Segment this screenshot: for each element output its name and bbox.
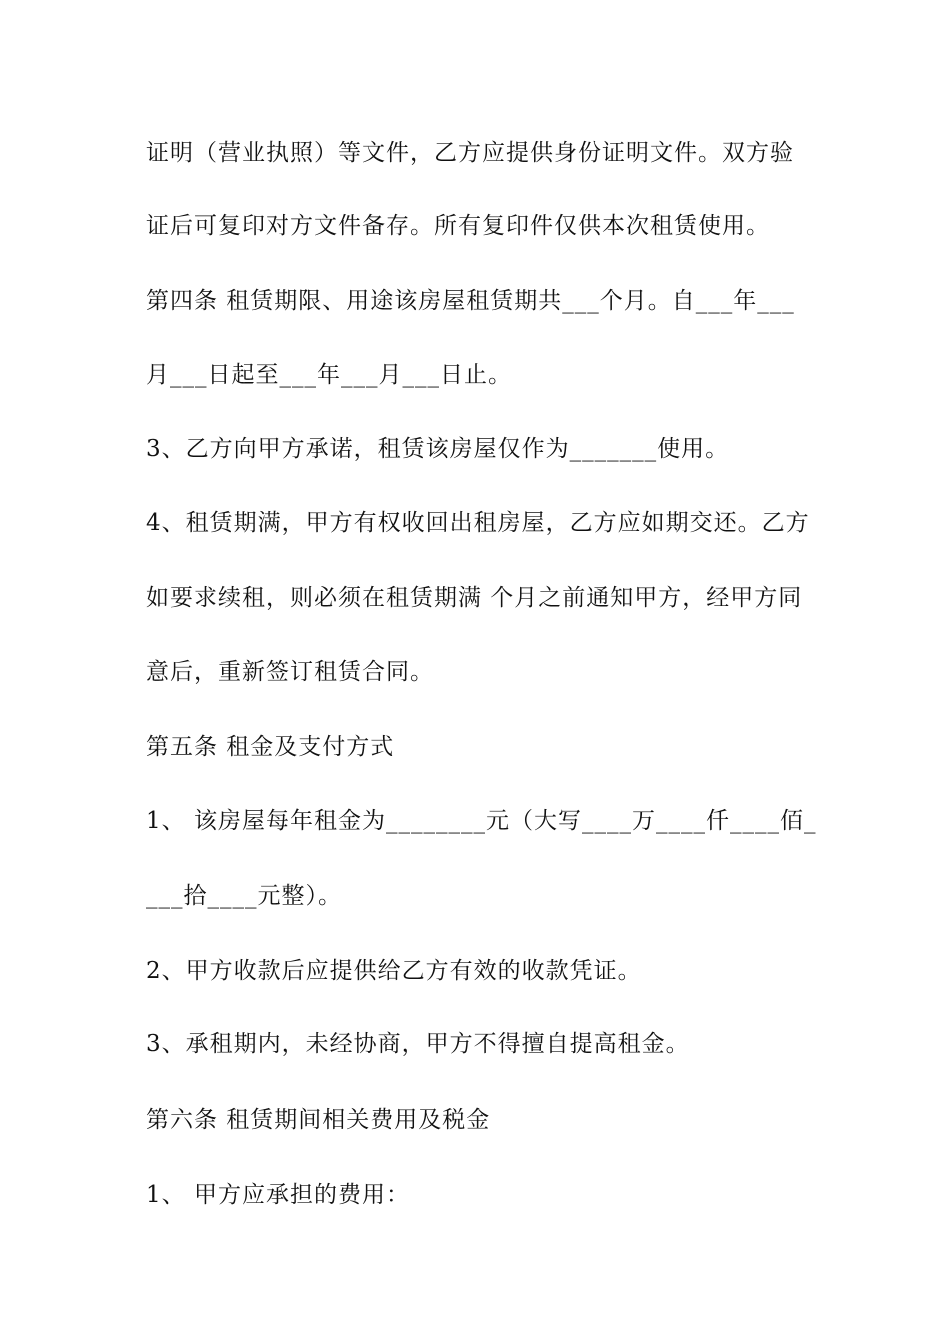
text-line: 如要求续租，则必须在租赁期满 个月之前通知甲方，经甲方同 xyxy=(146,585,803,611)
text-line: ___拾____元整）。 xyxy=(146,883,342,909)
text-line: 3、承租期内，未经协商，甲方不得擅自提高租金。 xyxy=(146,1031,690,1057)
text-line: 意后，重新签订租赁合同。 xyxy=(146,659,434,685)
text-line: 1、 该房屋每年租金为________元（大写____万____仟____佰_ xyxy=(146,808,817,834)
article-four-heading: 第四条 租赁期限、用途该房屋租赁期共___个月。自___年___ xyxy=(146,288,795,314)
text-line: 证后可复印对方文件备存。所有复印件仅供本次租赁使用。 xyxy=(146,213,770,239)
article-five-heading: 第五条 租金及支付方式 xyxy=(146,734,395,760)
text-line: 4、租赁期满，甲方有权收回出租房屋，乙方应如期交还。乙方 xyxy=(146,510,810,536)
text-line: 证明（营业执照）等文件，乙方应提供身份证明文件。双方验 xyxy=(146,140,794,166)
article-six-heading: 第六条 租赁期间相关费用及税金 xyxy=(146,1107,491,1133)
text-line: 2、甲方收款后应提供给乙方有效的收款凭证。 xyxy=(146,958,642,984)
text-line: 月___日起至___年___月___日止。 xyxy=(146,362,512,388)
text-line: 3、乙方向甲方承诺，租赁该房屋仅作为_______使用。 xyxy=(146,436,730,462)
text-line: 1、 甲方应承担的费用： xyxy=(146,1182,410,1208)
